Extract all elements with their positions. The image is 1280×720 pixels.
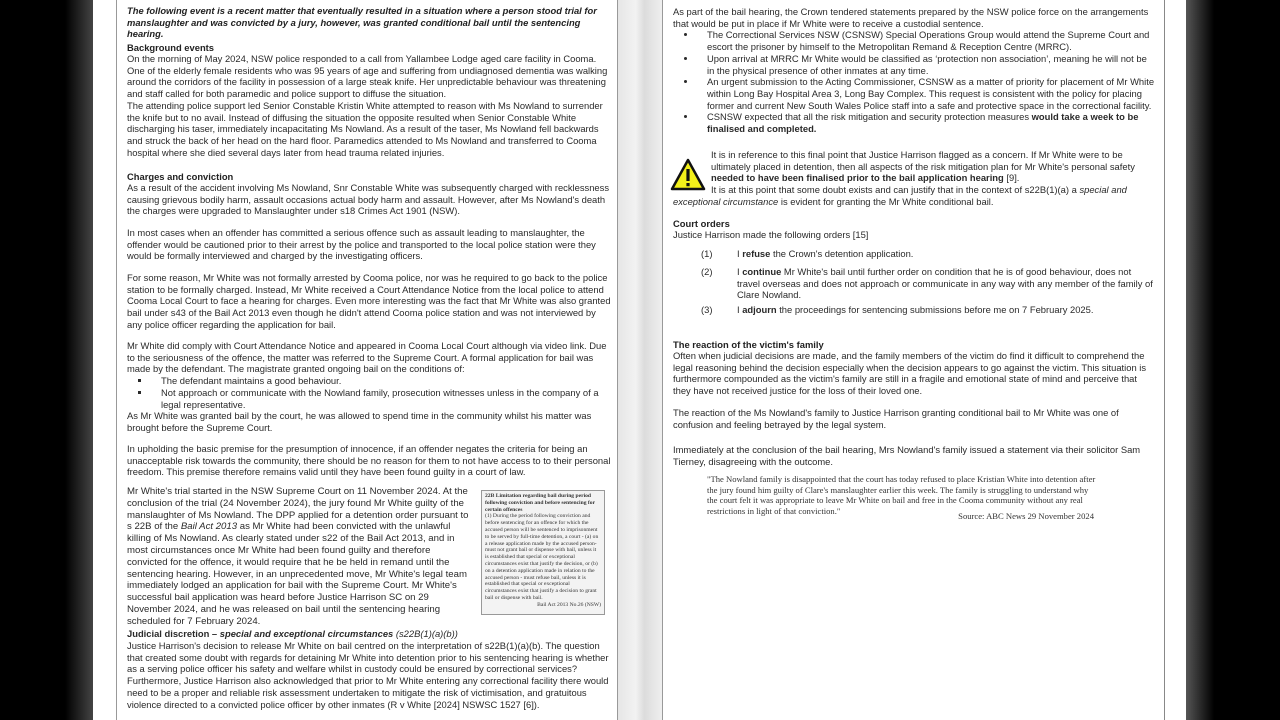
arrangements-paragraph — [673, 6, 1155, 135]
order-verb: refuse — [742, 248, 771, 259]
charges-paragraph-2: In most cases when an offender has committed a serious offence such as assault leading to manslaughter, the offender would be cautioned prior to their arrest by the police and transported to the local police station were they would be formally interviewed and charged by the investigating officers. — [127, 227, 596, 262]
order-text — [737, 248, 913, 260]
paragraph-text: Mr White did comply with Court Attendance Notice and appeared in Cooma Local Court although via video link. Due to the seriousness of the offence, the matter was referred to the Supreme Court. A formal application for bail was made by the defendant. The magistrate granted ongoing bail on the conditions of: — [127, 340, 607, 375]
list-item: • An urgent submission to the Acting Commissioner, CSNSW as a matter of priority for placement of Mr White within Long Bay Hospital Area 3, Long Bay Complex. This request is consistent with the policy for placing former and current New South Wales Police staff into a safe and protective space in the correctional facility. — [697, 76, 1155, 111]
court-order-1 — [673, 248, 1155, 260]
viewer-background-left — [0, 0, 93, 720]
order-text — [737, 266, 1155, 301]
order-number: (1) — [701, 248, 713, 259]
text: I — [737, 304, 743, 315]
bold-text: needed to have been finalised prior to the bail application hearing — [711, 172, 1004, 184]
text: the Crown's detention application. — [770, 248, 914, 259]
court-order-2 — [673, 266, 1155, 301]
page-gutter — [617, 0, 663, 720]
text: CSNSW expected that all the risk mitigation and security protection measures — [707, 111, 1032, 123]
heading-charges: Charges and conviction — [127, 171, 234, 182]
order-verb: continue — [742, 266, 782, 277]
list-item: • The Correctional Services NSW (CSNSW) Special Operations Group would attend the Supreme Court and escort the prisoner by himself to the Metropolitan Remand & Reception Centre (MRRC). — [697, 29, 1155, 52]
document-page-right — [663, 0, 1164, 720]
doubt-text — [673, 184, 1155, 207]
italic-text: special and exceptional circumstance — [673, 184, 1127, 207]
reaction-paragraph-1: Often when judicial decisions are made, and the family members of the victim do find it difficult to comprehend the legal reasoning behind the decision especially when the decision appears to go against the victim. This situation is furthermore compounded as the victim's family are still in a fragile and emotional state of mind and perceive that they have not received justice for the loss of their loved one. — [673, 350, 1147, 397]
reaction-paragraph-3: Immediately at the conclusion of the bail hearing, Mrs Nowland's family issued a statement via their solicitor Sam Tierney, disagreeing with the outcome. — [673, 444, 1141, 467]
heading-judicial-discretion — [127, 628, 611, 640]
text: the proceedings for sentencing submissions before me on 7 February 2025. — [776, 304, 1094, 315]
heading-background-events: Background events — [127, 42, 215, 53]
quote-source: Source: ABC News 29 November 2024 — [958, 511, 1094, 521]
charges-paragraph-6: In upholding the basic premise for the presumption of innocence, if an offender negates the criteria for being an unacceptable risk towards the community, there should be no reason for them to not have access to to their personal freedom. This premise therefore remains valid until they have been found guilty in a court of law. — [127, 443, 611, 478]
charges-paragraph-3: For some reason, Mr White was not formally arrested by Cooma police, nor was he required to go back to the police station to be formally charged. Instead, Mr White received a Court Attendance Notice from the local police to attend Cooma Local Court to face a hearing for charges. Even more interesting was the fact that Mr White was also granted bail under s43 of the Bail Act 2013 even though he didn't attend Cooma police station and was not interviewed by any police officer regarding the application for bail. — [127, 272, 611, 330]
statute-excerpt-box — [481, 490, 605, 615]
text: [9]. — [1003, 172, 1020, 184]
order-number: (3) — [701, 304, 713, 315]
background-paragraph-2: The attending police support led Senior Constable Kristin White attempted to reason with Ms Nowland to surrender the knife but to no avail. Instead of diffusing the situation the opposite resulted when Senior Constable White discharging his taser, immediately incapacitating Ms Nowland. As a result of the taser, Ms Nowland fell backwards and struck the back of her head on the hard floor. Paramedics attended to Ms Nowland and transferred to Cooma hospital where she died several days later from head trauma related injuries. — [127, 100, 603, 158]
text: I — [737, 266, 743, 277]
viewer-background-right — [1186, 0, 1280, 720]
heading-victim-family-reaction: The reaction of the victim's family — [673, 339, 824, 350]
act-name: Bail Act 2013 — [180, 521, 238, 533]
order-verb: adjourn — [742, 304, 777, 315]
warning-text — [673, 149, 1155, 184]
statute-source: Bail Act 2013 No.26 (NSW) — [537, 601, 601, 608]
document-page-left — [116, 0, 617, 720]
arrangements-list — [673, 29, 1155, 134]
text: It is in reference to this final point that Justice Harrison flagged as a concern. If Mr White were to be ultimately placed in detention, then all aspects of the risk mitigation plan for Mr White's personal safety — [711, 149, 1135, 172]
trial-paragraph — [127, 486, 469, 628]
text: Mr White's trial started in the NSW Supreme Court on 11 November 2024. At the conclusion of the trial (24 November 2024), the jury found Mr White guilty of the manslaughter of Ms Nowland. The DPP applied for a detention order pursuant to s 22B of the — [127, 486, 469, 533]
paragraph-text: As part of the bail hearing, the Crown tendered statements prepared by the NSW police force on the arrangements that would be put in place if Mr White were to receive a custodial sentence. — [673, 6, 1149, 29]
heading-italic: special and exceptional circumstances — [219, 628, 394, 639]
bold-text: would take a week to be finalised and completed. — [707, 111, 1139, 135]
text: I — [737, 248, 743, 259]
list-item — [697, 111, 1155, 134]
bail-conditions-list — [127, 375, 611, 410]
page-margin-left — [93, 0, 116, 720]
page-margin-right — [1164, 0, 1186, 720]
court-orders-intro: Justice Harrison made the following orders [15] — [673, 229, 869, 240]
charges-paragraph-1: As a result of the accident involving Ms Nowland, Snr Constable White was subsequently charged with recklessness causing grievous bodily harm, assault occasions actual body harm and assault. However, after Ms Nowland's death the charges were upgraded to Manslaughter under s18 Crimes Act 1901 (NSW). — [127, 182, 610, 217]
warning-note — [673, 149, 1155, 208]
heading-court-orders: Court orders — [673, 218, 730, 229]
heading-text: Judicial discretion – — [127, 628, 220, 639]
paragraph-text: As Mr White was granted bail by the court, he was allowed to spend time in the community whilst his matter was brought before the Supreme Court. — [127, 410, 592, 433]
background-paragraph-1: On the morning of May 2024, NSW police responded to a call from Yallambee Lodge aged care facility in Cooma. One of the elderly female residents who was 95 years of age and suffering from undiagnosed dementia was walking around the corridors of the facility in possession of a large steak knife. Her unpredictable behaviour was threatening and staff called for both paramedic and police support to diffuse the situation. — [127, 53, 608, 100]
statute-title: 22B Limitation regarding bail during period following conviction and before sentencing for certain offences — [485, 493, 595, 513]
text: It is at this point that some doubt exists and can justify that in the context of s22B(1)(a) a — [711, 184, 1080, 196]
list-item: • Upon arrival at MRRC Mr White would be classified as ‘protection non association’, meaning he will not be in the physical presence of other inmates at any time. — [697, 53, 1155, 76]
charges-paragraph-4 — [127, 340, 611, 434]
order-text — [737, 304, 1093, 316]
heading-ref: (s22B(1)(a)(b)) — [393, 628, 458, 639]
reaction-paragraph-2: The reaction of the Ms Nowland's family to Justice Harrison granting conditional bail to Mr White was one of confusion and feeling betrayed by the legal system. — [673, 407, 1119, 430]
text: Mr White's bail until further order on condition that he is of good behaviour, does not travel overseas and does not approach or communicate in any way with any member of the family of Clare Nowland. — [737, 266, 1153, 301]
list-item: ▪ The defendant maintains a good behaviour. — [151, 375, 611, 387]
statute-body: (1) During the period following conviction and before sentencing for an offence for which the accused person will be sentenced to imprisonment to be served by full-time detention, a court - (a) on a release application made by the accused person-must not grant bail or dispense with bail, unless it is established that special or exceptional circumstances exist that justify the decision, or (b) on a detention application made in relation to the accused person - must refuse bail, unless it is established that special or exceptional circumstances exist that justify a decision to grant bail or dispense with bail. — [485, 513, 599, 601]
judicial-paragraph: Justice Harrison's decision to release Mr White on bail centred on the interpretation of s22B(1)(a)(b). The question that created some doubt with regards for detaining Mr White into detention prior to his sentencing hearing is whether as a serving police officer his safety and welfare whilst in custody could be ensured by correctional services? Furthermore, Justice Harrison also acknowledged that prior to Mr White entering any correctional facility there would need to be a proper and reliable risk assessment undertaken to mitigate the risk of victimisation, and gratuitous violence directed to a convicted police officer by other inmates (R v White [2024] NSWSC 1527 [6]). — [127, 640, 609, 710]
family-statement-quote: "The Nowland family is disappointed that the court has today refused to place Kristian White into detention after the jury found him guilty of Clare's manslaughter earlier this week. The family is struggling to understand why the court felt it was appropriate to leave Mr White on bail and free in the Cooma community without any real restrictions in light of that conviction." — [707, 474, 1096, 516]
text: as Mr White had been convicted with the unlawful killing of Ms Nowland. As clearly stated under s22 of the Bail Act 2013, and in most circumstances once Mr White had been found guilty and therefore convicted for the offence, it would require that he be held in remand until the sentencing hearing. However, in an unprecedented move, Mr White's legal team immediately lodged an application for bail with the Supreme Court. Mr White's successful bail application was heard before Justice Harrison SC on 29 November 2024, and he was released on bail until the sentencing hearing scheduled for 7 February 2024. — [127, 521, 467, 627]
list-item: ▪ Not approach or communicate with the Nowland family, prosecution witnesses unless in the company of a legal representative. — [151, 387, 611, 410]
intro-text: The following event is a recent matter that eventually resulted in a situation where a person stood trial for manslaughter and was convicted by a jury, however, was granted conditional bail until the sentencing hearing. — [127, 5, 597, 40]
order-number: (2) — [701, 266, 713, 277]
text: is evident for granting the Mr White conditional bail. — [778, 195, 994, 207]
court-order-3 — [673, 304, 1155, 316]
